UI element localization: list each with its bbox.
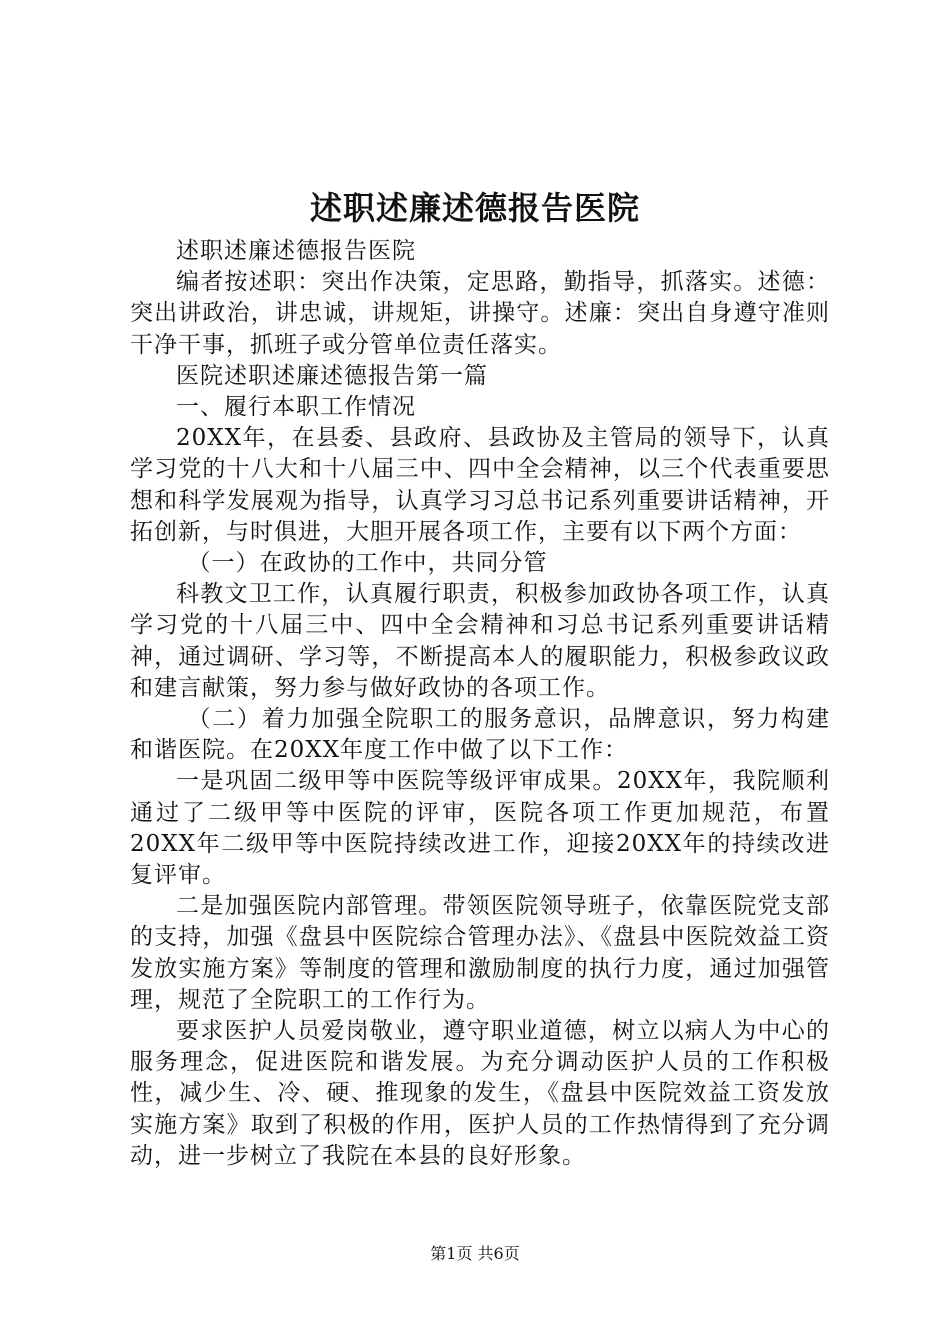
editor-note-paragraph: 编者按述职：突出作决策，定思路，勤指导，抓落实。述德：突出讲政治，讲忠诚，讲规矩，讲操守。述廉：突出自身遵守准则干净干事，抓班子或分管单位责任落实。	[130, 269, 830, 358]
document-title: 述职述廉述德报告医院	[309, 189, 640, 227]
body-paragraph: 二是加强医院内部管理。带领医院领导班子，依靠医院党支部的支持，加强《盘县中医院综合管理办法》、《盘县中医院效益工资发放实施方案》等制度的管理和激励制度的执行力度，通过加强管理，规范了全院职工的工作行为。	[130, 893, 830, 1013]
section-heading: 一、履行本职工作情况	[176, 394, 416, 421]
body-paragraph: 20XX年，在县委、县政府、县政协及主管局的领导下，认真学习党的十八大和十八届三中、四中全会精神，以三个代表重要思想和科学发展观为指导，认真学习习总书记系列重要讲话精神，开拓创新，与时俱进，大胆开展各项工作，主要有以下两个方面：	[130, 425, 830, 545]
section-heading: 医院述职述廉述德报告第一篇	[176, 362, 488, 389]
body-paragraph: 科教文卫工作，认真履行职责，积极参加政协各项工作，认真学习党的十八届三中、四中全会精神和习总书记系列重要讲话精神，通过调研、学习等，不断提高本人的履职能力，积极参政议政和建言献策，努力参与做好政协的各项工作。	[130, 581, 830, 701]
document-body	[130, 236, 830, 1172]
body-paragraph: 要求医护人员爱岗敬业，遵守职业道德，树立以病人为中心的服务理念，促进医院和谐发展。为充分调动医护人员的工作积极性，减少生、冷、硬、推现象的发生，《盘县中医院效益工资发放实施方案》取到了积极的作用，医护人员的工作热情得到了充分调动，进一步树立了我院在本县的良好形象。	[130, 1018, 830, 1169]
body-paragraph: 一是巩固二级甲等中医院等级评审成果。20XX年，我院顺利通过了二级甲等中医院的评审，医院各项工作更加规范，布置20XX年二级甲等中医院持续改进工作，迎接20XX年的持续改进复评审。	[130, 768, 830, 889]
body-paragraph: （二）着力加强全院职工的服务意识，品牌意识，努力构建和谐医院。在20XX年度工作中做了以下工作：	[130, 706, 830, 764]
subtitle-paragraph: 述职述廉述德报告医院	[176, 238, 416, 264]
page-footer: 第1页 共6页	[430, 1244, 520, 1263]
sub-heading: （一）在政协的工作中，共同分管	[187, 550, 548, 577]
